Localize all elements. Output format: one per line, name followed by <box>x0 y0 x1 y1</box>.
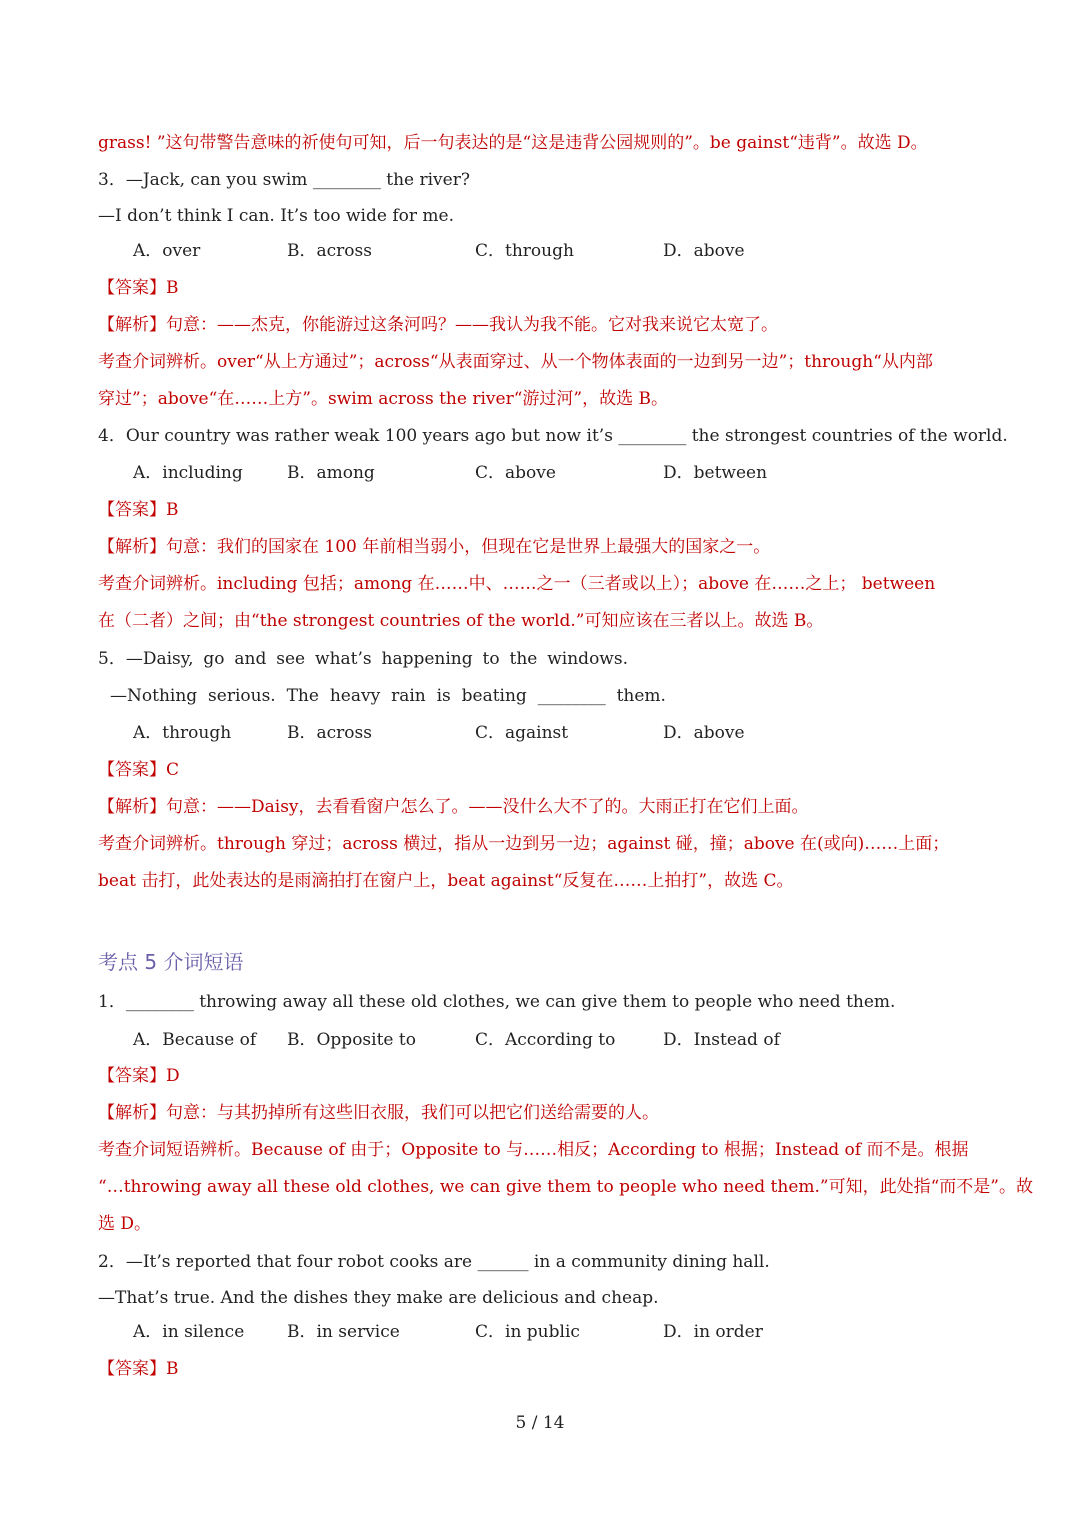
q5-option-c: C．against <box>475 723 569 743</box>
q3-option-d: D．above <box>663 241 745 261</box>
s5q2-answer: 【答案】B <box>98 1359 179 1379</box>
q4-option-c: C．above <box>475 463 556 483</box>
stem-word: 5．—Daisy, <box>98 649 194 669</box>
q4-analysis-1: 【解析】句意：我们的国家在 100 年前相当弱小，但现在它是世界上最强大的国家之一。 <box>98 537 771 557</box>
reply-word: —Nothing <box>110 686 198 706</box>
s5q1-analysis-3: “…throwing away all these old clothes, we can give them to people who need them.”可知，此处指“而不是”。故 <box>98 1177 1033 1197</box>
s5q1-analysis-4: 选 D。 <box>98 1214 152 1234</box>
stem-word: and <box>234 649 267 669</box>
reply-blank: ________ <box>537 686 606 706</box>
q3-option-b: B．across <box>287 241 372 261</box>
q4-option-b: B．among <box>287 463 375 483</box>
reply-word: is <box>436 686 451 706</box>
q5-option-d: D．above <box>663 723 745 743</box>
stem-word: what’s <box>315 649 372 669</box>
question-5-stem <box>98 647 628 671</box>
q3-analysis-1: 【解析】句意：——杰克，你能游过这条河吗？——我认为我不能。它对我来说它太宽了。 <box>98 315 778 335</box>
s5q1-analysis-1: 【解析】句意：与其扔掉所有这些旧衣服，我们可以把它们送给需要的人。 <box>98 1103 659 1123</box>
q3-option-a: A．over <box>133 241 201 261</box>
q5-answer: 【答案】C <box>98 760 180 780</box>
s5q1-answer: 【答案】D <box>98 1066 180 1086</box>
s5q1-option-c: C．According to <box>475 1030 616 1050</box>
reply-word: heavy <box>329 686 381 706</box>
section-heading: 考点 5 介词短语 <box>98 950 244 974</box>
q3-option-c: C．through <box>475 241 574 261</box>
section5-question-1-stem: 1．________ throwing away all these old clothes, we can give them to people who need them. <box>98 992 896 1012</box>
reply-word: rain <box>391 686 426 706</box>
s5q2-option-d: D．in order <box>663 1322 763 1342</box>
question-5-reply <box>110 684 666 708</box>
s5q1-option-a: A．Because of <box>133 1030 257 1050</box>
question-3-reply: —I don’t think I can. It’s too wide for me. <box>98 206 454 226</box>
q3-analysis-3: 穿过”；above“在……上方”。swim across the river“游过河”，故选 B。 <box>98 389 668 409</box>
question-3-stem: 3．—Jack, can you swim ________ the river? <box>98 170 470 190</box>
q4-option-a: A．including <box>133 463 243 483</box>
q3-answer: 【答案】B <box>98 278 179 298</box>
reply-word: beating <box>461 686 527 706</box>
s5q1-analysis-2: 考查介词短语辨析。Because of 由于；Opposite to 与……相反；According to 根据；Instead of 而不是。根据 <box>98 1140 969 1160</box>
s5q2-option-b: B．in service <box>287 1322 400 1342</box>
s5q2-option-c: C．in public <box>475 1322 580 1342</box>
stem-word: windows. <box>547 649 628 669</box>
reply-word: The <box>286 686 319 706</box>
stem-word: go <box>203 649 225 669</box>
q5-analysis-1: 【解析】句意：——Daisy，去看看窗户怎么了。——没什么大不了的。大雨正打在它们上面。 <box>98 797 809 817</box>
q5-analysis-2: 考查介词辨析。through 穿过；across 横过，指从一边到另一边；against 碰，撞；above 在(或向)……上面； <box>98 834 950 854</box>
q5-option-a: A．through <box>133 723 232 743</box>
s5q1-option-d: D．Instead of <box>663 1030 780 1050</box>
q5-option-b: B．across <box>287 723 372 743</box>
stem-word: see <box>276 649 306 669</box>
q4-answer: 【答案】B <box>98 500 179 520</box>
page-number: 5 / 14 <box>515 1413 565 1433</box>
s5q1-option-b: B．Opposite to <box>287 1030 416 1050</box>
question-4-stem: 4．Our country was rather weak 100 years ago but now it’s ________ the strongest countries of the world. <box>98 426 1008 446</box>
analysis-continued: grass! ”这句带警告意味的祈使句可知，后一句表达的是“这是违背公园规则的”。be gainst“违背”。故选 D。 <box>98 133 928 153</box>
q5-analysis-3: beat 击打，此处表达的是雨滴拍打在窗户上，beat against“反复在……上拍打”，故选 C。 <box>98 871 794 891</box>
q4-analysis-2: 考查介词辨析。including 包括；among 在……中、……之一（三者或以上）；above 在……之上； between <box>98 574 936 594</box>
q4-analysis-3: 在（二者）之间；由“the strongest countries of the world.”可知应该在三者以上。故选 B。 <box>98 611 824 631</box>
q3-analysis-2: 考查介词辨析。over“从上方通过”；across“从表面穿过、从一个物体表面的一边到另一边”；through“从内部 <box>98 352 933 372</box>
s5q2-option-a: A．in silence <box>133 1322 245 1342</box>
stem-word: the <box>509 649 538 669</box>
section5-question-2-stem: 2．—It’s reported that four robot cooks are ______ in a community dining hall. <box>98 1252 770 1272</box>
stem-word: to <box>482 649 500 669</box>
reply-word: serious. <box>208 686 276 706</box>
q4-option-d: D．between <box>663 463 768 483</box>
reply-word: them. <box>616 686 666 706</box>
stem-word: happening <box>381 649 473 669</box>
section5-question-2-reply: —That’s true. And the dishes they make are delicious and cheap. <box>98 1288 659 1308</box>
